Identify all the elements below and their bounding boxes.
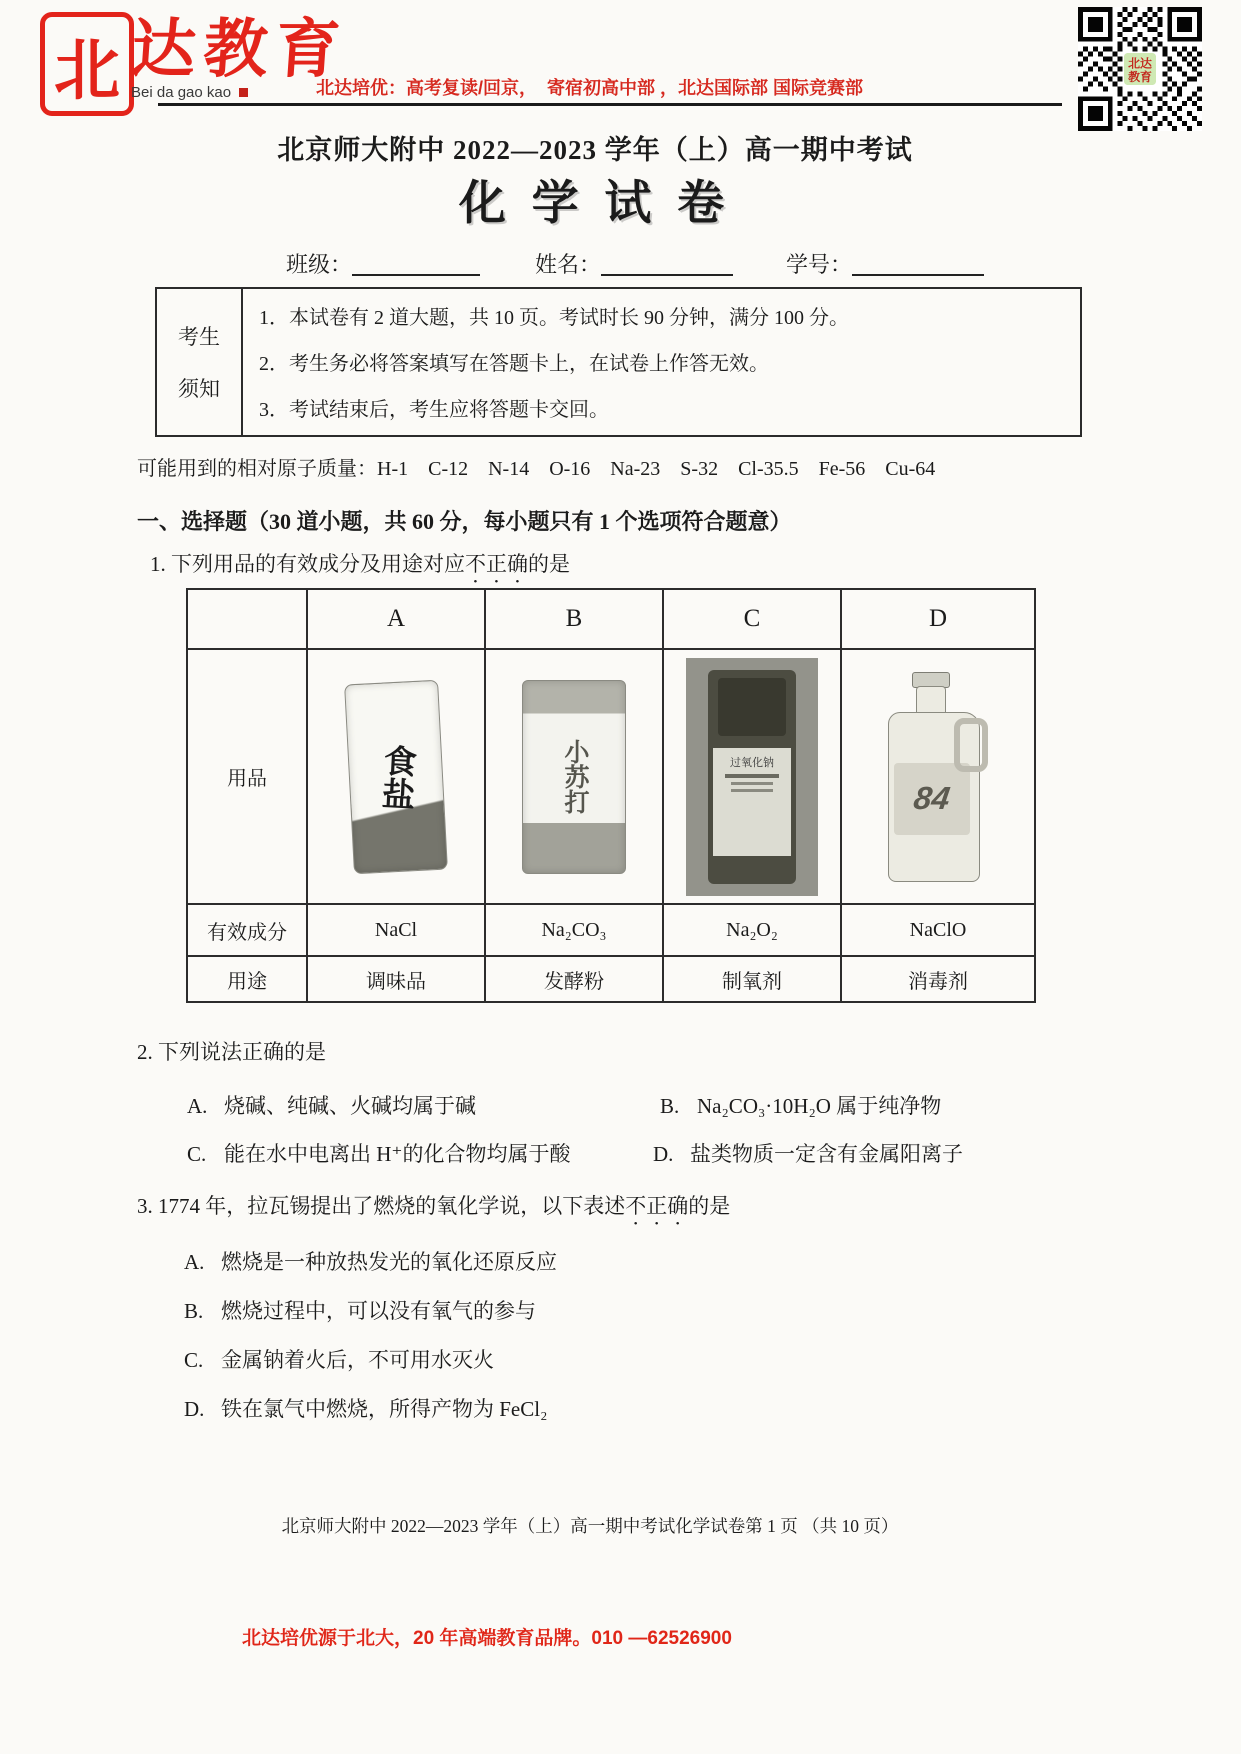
q1-emphasized: 不正确 xyxy=(465,552,528,576)
cell-product-c xyxy=(663,649,841,904)
header-divider xyxy=(158,103,1062,106)
qr-center-text-2: 教育 xyxy=(1128,69,1152,84)
col-header-d: D xyxy=(841,589,1035,649)
q1-text-post: 的是 xyxy=(528,552,570,576)
row-label-uses: 用途 xyxy=(187,956,307,1002)
cell-use-a: 调味品 xyxy=(307,956,485,1002)
notice-item-1: 1．本试卷有 2 道大题，共 10 页。考试时长 90 分钟，满分 100 分。 xyxy=(259,307,849,329)
notice-side-line2: 须知 xyxy=(178,377,220,401)
q3-number: 3. xyxy=(137,1194,153,1218)
label-bar xyxy=(731,782,774,785)
cell-product-b xyxy=(485,649,663,904)
qr-code xyxy=(1078,6,1202,132)
question-2-stem xyxy=(137,1036,326,1066)
id-label: 学号： xyxy=(786,252,853,277)
logo-square-icon xyxy=(239,88,248,97)
q2-text: 下列说法正确的是 xyxy=(158,1040,326,1064)
promo-footer: 北达培优源于北大，20 年高端教育品牌。010 —62526900 xyxy=(242,1628,732,1649)
q2-option-a-label: A. xyxy=(187,1094,208,1118)
promo-slogan: 北达培优：高考复读/回京， 寄宿初高中部 ，北达国际部 国际竞赛部 xyxy=(316,78,864,98)
canister-label xyxy=(713,748,791,856)
qr-center-text-1: 北达 xyxy=(1128,56,1152,71)
q3-emphasized: 不正确 xyxy=(625,1194,689,1218)
q1-table xyxy=(186,588,1036,1003)
atomic-masses-line: 可能用到的相对原子质量：H-1 C-12 N-14 O-16 Na-23 S-32 Cl-35.5 Fe-56 Cu-64 xyxy=(137,458,936,480)
notice-side-label xyxy=(157,289,243,435)
cell-use-c: 制氧剂 xyxy=(663,956,841,1002)
cell-component-d: NaClO xyxy=(841,904,1035,956)
sodium-peroxide-canister xyxy=(708,670,796,884)
cell-component-c: Na₂O₂ xyxy=(663,904,841,956)
canister-cap xyxy=(718,678,786,736)
product-image-baking-soda xyxy=(522,680,626,874)
row-label-components: 有效成分 xyxy=(187,904,307,956)
q2-number: 2. xyxy=(137,1040,153,1064)
q3-option-c-text: 金属钠着火后，不可用水灭火 xyxy=(221,1348,494,1372)
col-header-a: A xyxy=(307,589,485,649)
section-1-heading: 一、选择题（30 道小题，共 60 分，每小题只有 1 个选项符合题意） xyxy=(137,509,792,534)
notice-items xyxy=(243,289,1080,435)
label-bar xyxy=(725,774,780,778)
q3-option-a-label: A. xyxy=(184,1250,205,1274)
notice-item-2: 2．考生务必将答案填写在答题卡上，在试卷上作答无效。 xyxy=(259,353,769,375)
row-label-products: 用品 xyxy=(187,649,307,904)
q3-option-d xyxy=(184,1393,547,1423)
q3-text-pre: 1774 年，拉瓦锡提出了燃烧的氧化学说，以下表述 xyxy=(158,1194,626,1218)
q2-option-c-label: C. xyxy=(187,1142,207,1166)
q3-option-b-label: B. xyxy=(184,1299,204,1323)
jug-handle xyxy=(954,718,988,772)
col-header-b: B xyxy=(485,589,663,649)
salt-bag-text: 食盐 xyxy=(375,742,416,811)
q2-option-d xyxy=(653,1138,963,1168)
cell-use-b: 发酵粉 xyxy=(485,956,663,1002)
q2-option-c-text: 能在水中电离出 H⁺的化合物均属于酸 xyxy=(224,1142,571,1166)
q2-option-c xyxy=(187,1138,571,1168)
q3-option-a-text: 燃烧是一种放热发光的氧化还原反应 xyxy=(221,1250,557,1274)
page-footer: 北京师大附中 2022—2023 学年（上）高一期中考试化学试卷第 1 页 （共 10 页） xyxy=(281,1516,899,1536)
cell-component-b: Na₂CO₃ xyxy=(485,904,663,956)
q2-option-d-label: D. xyxy=(653,1142,674,1166)
q3-text-post: 的是 xyxy=(688,1194,731,1218)
q3-option-b-text: 燃烧过程中，可以没有氧气的参与 xyxy=(221,1299,536,1323)
cell-component-a: NaCl xyxy=(307,904,485,956)
q3-option-c xyxy=(184,1344,494,1374)
q2-option-b-text: Na₂CO₃·10H₂O 属于纯净物 xyxy=(697,1094,942,1118)
q3-option-d-label: D. xyxy=(184,1397,205,1421)
label-bar xyxy=(731,789,774,792)
q2-option-a xyxy=(187,1090,476,1120)
q1-table-use-row xyxy=(187,956,1035,1002)
q1-text-pre: 下列用品的有效成分及用途对应 xyxy=(171,552,465,576)
q3-option-b xyxy=(184,1295,536,1325)
q2-option-b xyxy=(660,1090,941,1120)
q3-option-c-label: C. xyxy=(184,1348,204,1372)
student-info-line xyxy=(286,248,984,279)
q2-option-b-label: B. xyxy=(660,1094,680,1118)
name-label: 姓名： xyxy=(535,252,602,277)
cell-use-d: 消毒剂 xyxy=(841,956,1035,1002)
product-image-salt xyxy=(344,679,448,874)
seal-character: 北 xyxy=(54,34,120,108)
q1-table-product-row xyxy=(187,649,1035,904)
jug-label-text: 84 xyxy=(911,780,953,816)
product-image-84-disinfectant xyxy=(888,670,988,884)
q2-option-d-text: 盐类物质一定含有金属阳离子 xyxy=(690,1142,963,1166)
q1-table-header-row xyxy=(187,589,1035,649)
corner-cell xyxy=(187,589,307,649)
name-blank xyxy=(601,252,733,276)
id-blank xyxy=(852,252,984,276)
logo-subtitle-text: Bei da gao kao xyxy=(131,84,232,101)
q2-option-a-text: 烧碱、纯碱、火碱均属于碱 xyxy=(224,1094,476,1118)
cell-product-a xyxy=(307,649,485,904)
question-3-stem xyxy=(137,1190,730,1230)
canister-label-text: 过氧化钠 xyxy=(730,756,774,769)
product-image-sodium-peroxide xyxy=(686,658,818,896)
examinee-notice-box xyxy=(155,287,1082,437)
notice-item-3: 3．考试结束后，考生应将答题卡交回。 xyxy=(259,399,609,421)
paper-title: 化 学 试 卷 xyxy=(458,178,732,230)
jug-neck xyxy=(916,686,946,715)
notice-side-line1: 考生 xyxy=(178,325,220,349)
beida-seal-icon xyxy=(40,12,134,116)
col-header-c: C xyxy=(663,589,841,649)
q1-number: 1. xyxy=(150,552,166,576)
q3-option-a xyxy=(184,1246,557,1276)
logo-calligraphy: 达教育 xyxy=(129,14,351,85)
baking-soda-bag-text: 小苏打 xyxy=(561,739,588,814)
question-1-stem xyxy=(150,548,570,588)
class-label: 班级： xyxy=(286,252,353,277)
jug-label xyxy=(894,763,970,835)
exam-title: 北京师大附中 2022—2023 学年（上）高一期中考试 xyxy=(277,135,913,165)
q1-table-component-row xyxy=(187,904,1035,956)
logo-subtitle xyxy=(131,84,248,101)
cell-product-d xyxy=(841,649,1035,904)
q3-option-d-text: 铁在氯气中燃烧，所得产物为 FeCl₂ xyxy=(221,1397,548,1421)
class-blank xyxy=(352,252,480,276)
